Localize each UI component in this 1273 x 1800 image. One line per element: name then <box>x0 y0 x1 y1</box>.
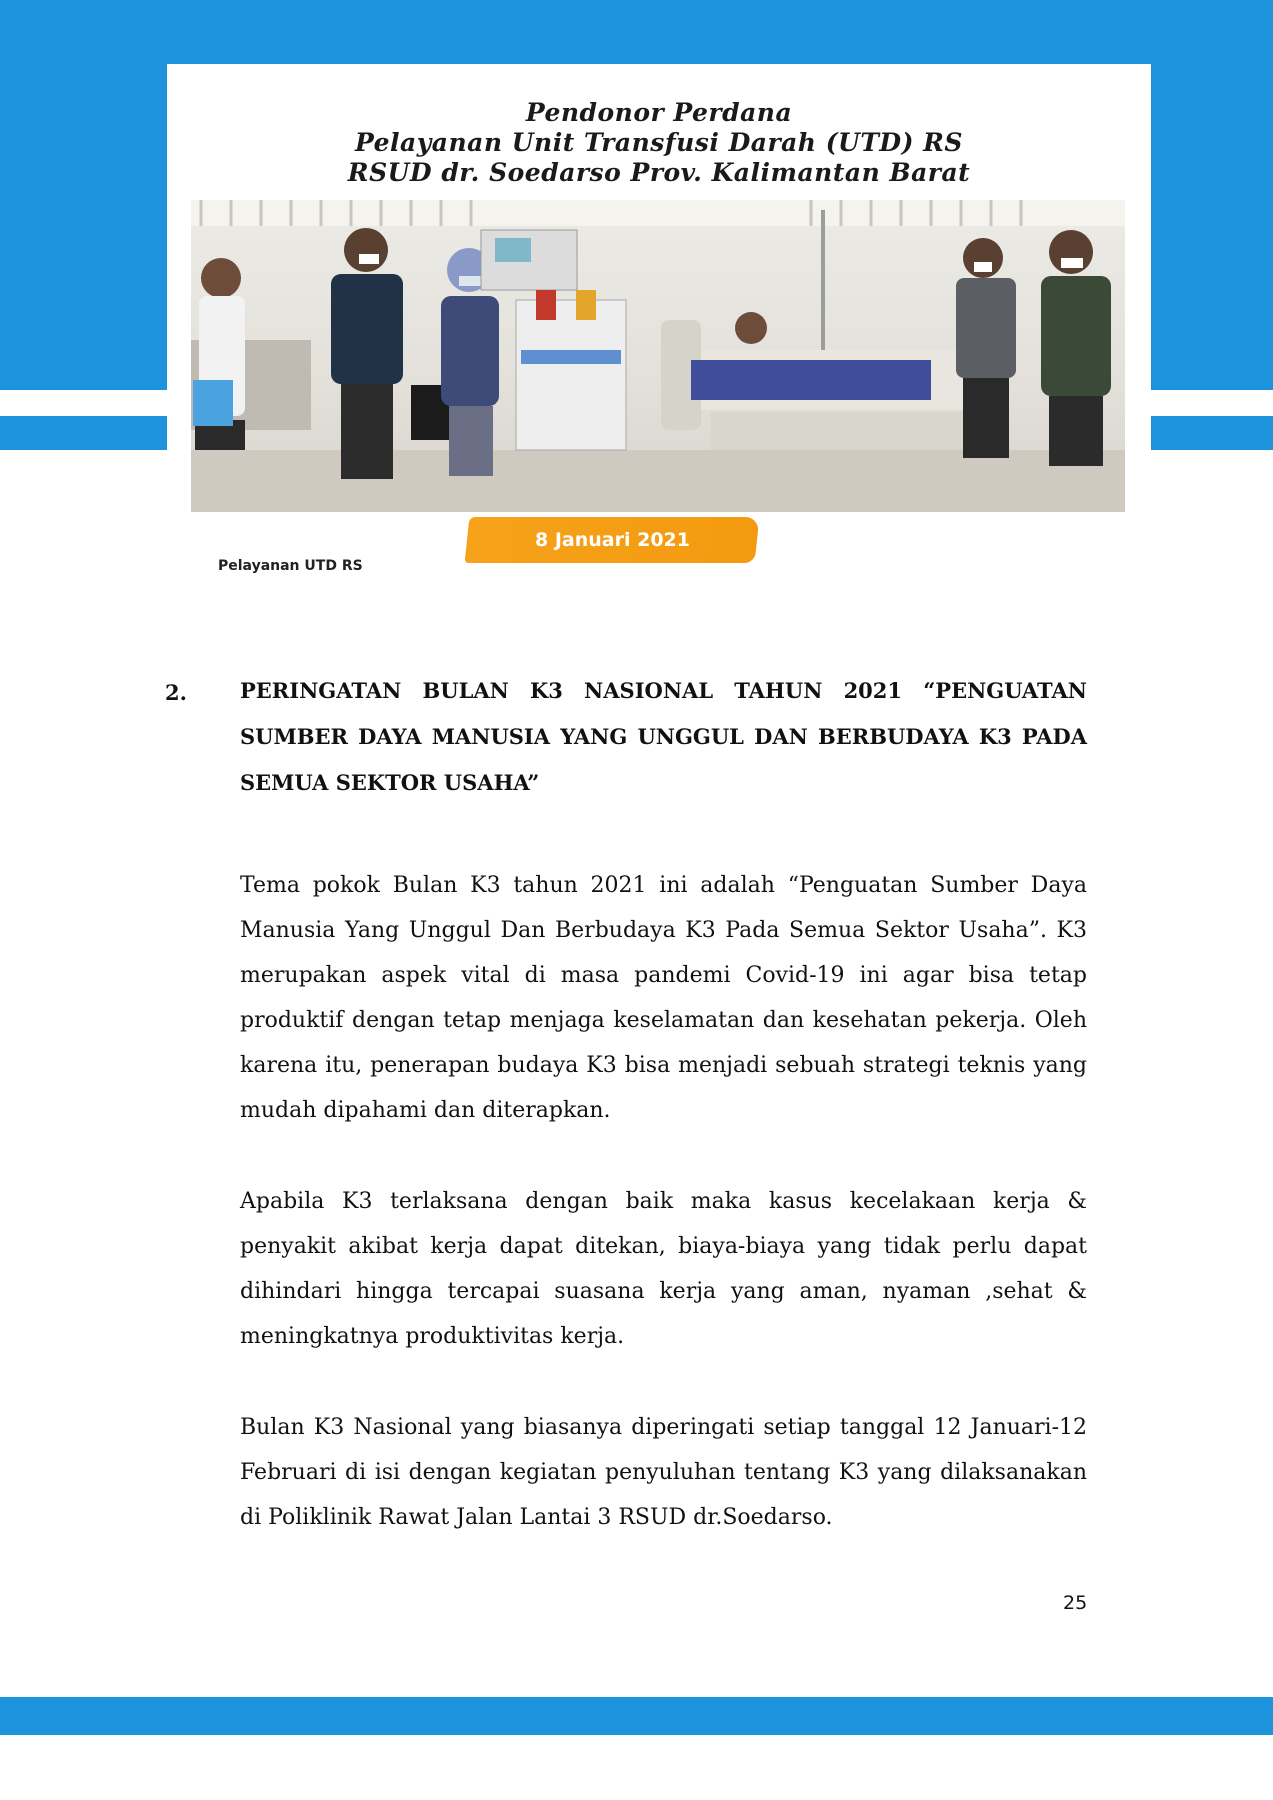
photo-card <box>167 64 1151 600</box>
event-photo <box>191 200 1125 512</box>
page-number: 25 <box>1063 1592 1088 1614</box>
event-photo-illustration <box>191 200 1125 512</box>
date-badge <box>465 517 760 563</box>
section-number: 2. <box>165 680 187 705</box>
paragraph-1: Tema pokok Bulan K3 tahun 2021 ini adalah “Penguatan Sumber Daya Manusia Yang Unggul Dan Berbudaya K3 Pada Semua Sektor Usaha”. K3 merupakan aspek vital di masa pandemi Covid-19 ini agar bisa tetap produktif dengan tetap menjaga keselamatan dan kesehatan pekerja. Oleh karena itu, penerapan budaya K3 bisa menjadi sebuah strategi teknis yang mudah dipahami dan diterapkan. <box>240 873 1087 1123</box>
banner-title-line-1: Pendonor Perdana <box>525 98 793 127</box>
section-heading: PERINGATAN BULAN K3 NASIONAL TAHUN 2021 “PENGUATAN SUMBER DAYA MANUSIA YANG UNGGUL DAN BERBUDAYA K3 PADA SEMUA SEKTOR USAHA” <box>240 678 1087 795</box>
banner-title-line-3: RSUD dr. Soedarso Prov. Kalimantan Barat <box>347 158 971 187</box>
paragraph-3: Bulan K3 Nasional yang biasanya diperingati setiap tanggal 12 Januari-12 Februari di isi dengan kegiatan penyuluhan tentang K3 yang dilaksanakan di Poliklinik Rawat Jalan Lantai 3 RSUD dr.Soedarso. <box>240 1415 1087 1530</box>
banner-title <box>167 98 1151 188</box>
footer-blue-band <box>0 1697 1273 1735</box>
banner-title-line-2: Pelayanan Unit Transfusi Darah (UTD) RS <box>355 128 963 157</box>
paragraph-2: Apabila K3 terlaksana dengan baik maka kasus kecelakaan kerja & penyakit akibat kerja dapat ditekan, biaya-biaya yang tidak perlu dapat dihindari hingga tercapai suasana kerja yang aman, nyaman ,sehat & meningkatnya produktivitas kerja. <box>240 1189 1087 1349</box>
photo-caption: Pelayanan UTD RS <box>218 558 363 574</box>
date-badge-text: 8 Januari 2021 <box>534 529 690 551</box>
